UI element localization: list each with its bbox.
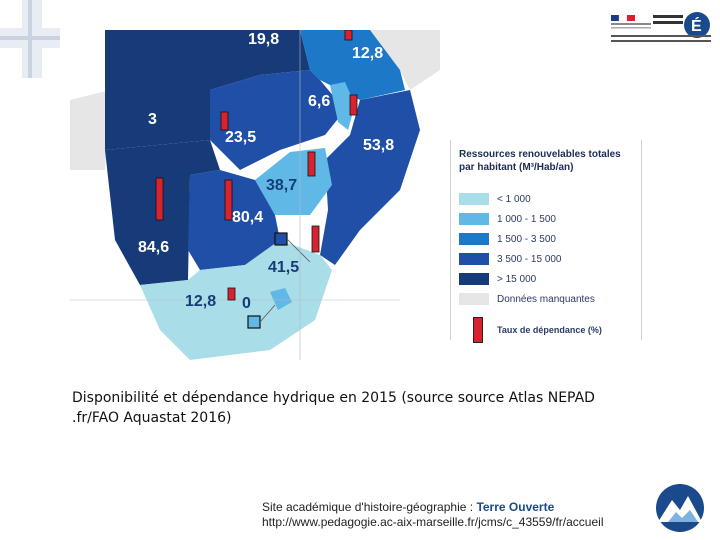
legend-title: Ressources renouvelables totales par habitant (M³/Hab/an) [459,149,621,173]
dependence-bar [350,95,357,115]
legend-swatch [459,213,489,225]
caption-line: .fr/FAO Aquastat 2016) [72,410,232,426]
footer-brand: Terre Ouverte [476,500,555,514]
value-label-congo: 3 [148,111,157,128]
legend-label: 3 500 - 15 000 [497,253,562,265]
legend-swatch [459,193,489,205]
legend-swatch [459,253,489,265]
dependence-bar [228,288,235,300]
svg-text:É: É [691,18,702,35]
value-label-mozambique-north: 53,8 [363,137,395,154]
legend-label: 1 500 - 3 500 [497,233,556,245]
legend-swatch [459,273,489,285]
map-legend [450,140,642,340]
footer-credit [262,500,682,515]
dependence-bar [308,152,315,176]
legend-label: Données manquantes [497,293,595,305]
legend-swatch [459,233,489,245]
legend-label: < 1 000 [497,193,531,205]
mountain-logo-icon [650,482,710,534]
southern-africa-water-map [70,30,440,360]
legend-label: > 15 000 [497,273,537,285]
legend-item [459,272,536,286]
corner-decoration [0,0,60,80]
value-label-botswana: 80,4 [232,209,264,226]
value-label-zimbabwe: 38,7 [266,177,298,194]
dependence-bar [156,178,163,220]
legend-item [459,252,562,266]
value-label-zambia: 23,5 [225,129,257,146]
footer-prefix: Site académique d'histoire-géographie : [262,500,477,514]
eswatini-marker [275,233,287,245]
legend-label: Taux de dépendance (%) [497,325,602,335]
value-label-malawi: 6,6 [308,93,331,110]
footer-url[interactable]: http://www.pedagogie.ac-aix-marseille.fr/jcms/c_43559/fr/accueil [262,515,604,529]
map-caption [72,388,632,428]
value-label-south-africa: 12,8 [185,293,217,310]
academie-aix-marseille-logo [605,5,715,53]
value-label-mozambique-south: 41,5 [268,259,300,276]
lesotho-marker [248,316,260,328]
dependence-bar [312,226,319,252]
legend-label: 1 000 - 1 500 [497,213,556,225]
legend-item [459,212,556,226]
dependence-bar [345,30,352,40]
legend-item [459,316,602,344]
value-label-tanzania: 12,8 [352,45,384,62]
caption-line: Disponibilité et dépendance hydrique en 2015 (source source Atlas NEPAD [72,390,595,406]
site-footer [262,500,682,530]
value-label-namibia: 84,6 [138,239,170,256]
legend-item [459,192,531,206]
dependence-bar [225,180,232,220]
dependence-bar [221,112,228,130]
dependence-swatch [473,317,483,343]
legend-item [459,292,595,306]
value-label-lesotho: 0 [242,295,251,312]
value-label-angola: 19,8 [248,31,280,48]
legend-item [459,232,556,246]
legend-swatch [459,293,489,305]
